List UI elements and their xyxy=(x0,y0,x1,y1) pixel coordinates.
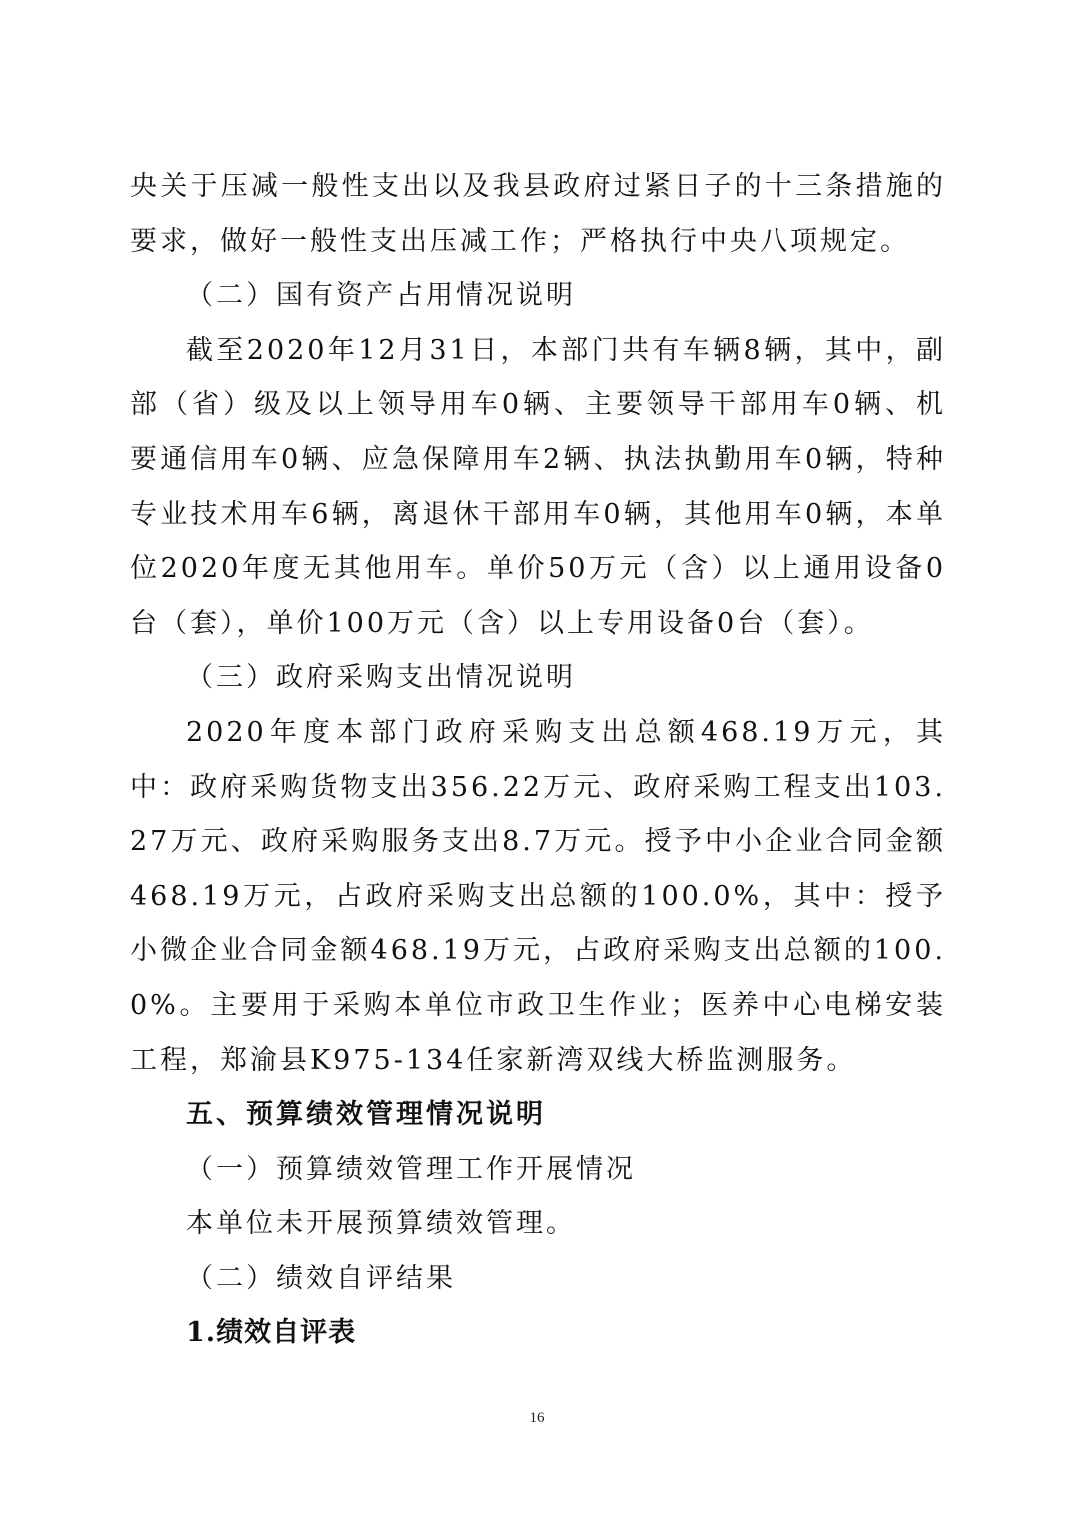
paragraph-expense-reduction: 央关于压减一般性支出以及我县政府过紧日子的十三条措施的要求，做好一般性支出压减工作；严格执行中央八项规定。 xyxy=(130,171,946,257)
heading-section-five: 五、预算绩效管理情况说明 xyxy=(186,1099,546,1131)
paragraph-government-procurement: 2020年度本部门政府采购支出总额468.19万元，其中：政府采购货物支出356.22万元、政府采购工程支出103.27万元、政府采购服务支出8.7万元。授予中小企业合同金额468.19万元，占政府采购支出总额的100.0%，其中：授予小微企业合同金额468.19万元，占政府采购支出总额的100.0%。主要用于采购本单位市政卫生作业；医养中心电梯安装工程，郑渝县K975-134任家新湾双线大桥监测服务。 xyxy=(130,716,946,1076)
heading-government-procurement: （三）政府采购支出情况说明 xyxy=(186,662,576,694)
heading-performance-work: （一）预算绩效管理工作开展情况 xyxy=(186,1153,636,1185)
heading-state-assets: （二）国有资产占用情况说明 xyxy=(186,280,576,312)
page-number: 16 xyxy=(529,1410,545,1426)
paragraph-state-assets: 截至2020年12月31日，本部门共有车辆8辆，其中，副部（省）级及以上领导用车0辆、主要领导干部用车0辆、机要通信用车0辆、应急保障用车2辆、执法执勤用车0辆，特种专业技术用车6辆，离退休干部用车0辆，其他用车0辆，本单位2020年度无其他用车。单价50万元（含）以上通用设备0台（套），单价100万元（含）以上专用设备0台（套）。 xyxy=(130,334,946,639)
heading-self-evaluation: （二）绩效自评结果 xyxy=(186,1262,456,1294)
paragraph-performance-work: 本单位未开展预算绩效管理。 xyxy=(186,1208,576,1240)
body-text xyxy=(130,160,946,1361)
heading-self-evaluation-table: 1.绩效自评表 xyxy=(186,1317,357,1349)
